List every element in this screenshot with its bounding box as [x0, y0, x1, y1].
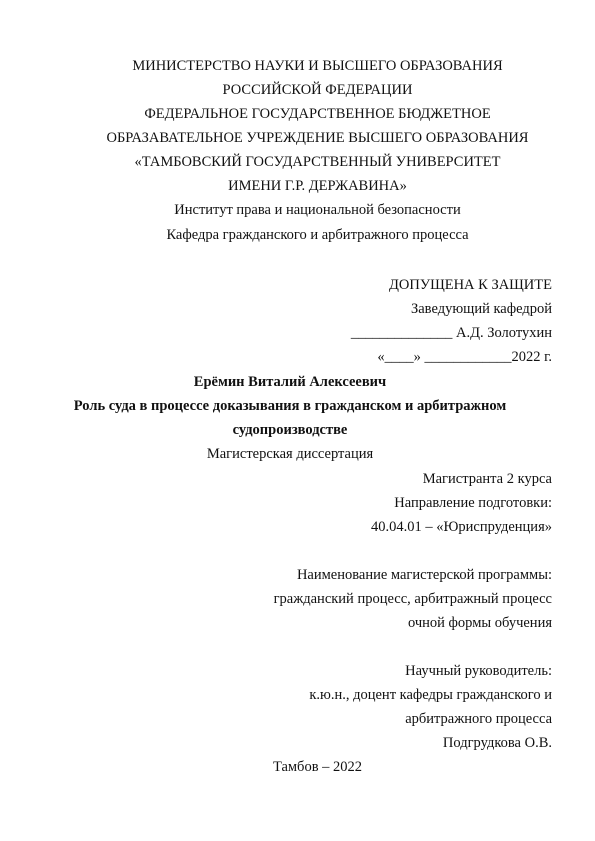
approval-head-role: Заведующий кафедрой: [410, 301, 552, 317]
program-label: Наименование магистерской программы:: [296, 567, 552, 583]
approval-date-line: «____» ____________2022 г.: [377, 349, 552, 365]
direction-label: Направление подготовки:: [394, 495, 552, 511]
department-name: Кафедра гражданского и арбитражного процесса: [166, 227, 469, 243]
direction-value: 40.04.01 – «Юриспруденция»: [370, 519, 552, 535]
author-name: Ерёмин Виталий Алексеевич: [193, 374, 387, 390]
supervisor-label: Научный руководитель:: [405, 663, 552, 679]
student-course: Магистранта 2 курса: [422, 471, 552, 487]
study-form: очной формы обучения: [407, 615, 552, 631]
thesis-title-line-2: судопроизводстве: [232, 422, 348, 438]
thesis-title-line-1: Роль суда в процессе доказывания в гражданском и арбитражном: [73, 398, 507, 414]
university-line-1: «ТАМБОВСКИЙ ГОСУДАРСТВЕННЫЙ УНИВЕРСИТЕТ: [134, 154, 501, 170]
ministry-line-2: РОССИЙСКОЙ ФЕДЕРАЦИИ: [222, 82, 413, 98]
organization-line-1: ФЕДЕРАЛЬНОЕ ГОСУДАРСТВЕННОЕ БЮДЖЕТНОЕ: [144, 106, 491, 122]
supervisor-position-line-1: к.ю.н., доцент кафедры гражданского и: [309, 687, 552, 703]
approval-signature-line: ______________ А.Д. Золотухин: [350, 325, 552, 341]
city-year: Тамбов – 2022: [272, 759, 363, 775]
university-line-2: ИМЕНИ Г.Р. ДЕРЖАВИНА»: [228, 178, 407, 194]
ministry-line-1: МИНИСТЕРСТВО НАУКИ И ВЫСШЕГО ОБРАЗОВАНИЯ: [132, 58, 503, 74]
organization-line-2: ОБРАЗАВАТЕЛЬНОЕ УЧРЕЖДЕНИЕ ВЫСШЕГО ОБРАЗОВАНИЯ: [106, 130, 529, 146]
approval-title: ДОПУЩЕНА К ЗАЩИТЕ: [389, 277, 552, 293]
institute-name: Институт права и национальной безопасности: [174, 202, 461, 218]
supervisor-position-line-2: арбитражного процесса: [405, 711, 552, 727]
supervisor-name: Подгрудкова О.В.: [442, 735, 552, 751]
thesis-type: Магистерская диссертация: [206, 446, 374, 462]
program-value: гражданский процесс, арбитражный процесс: [273, 591, 552, 607]
